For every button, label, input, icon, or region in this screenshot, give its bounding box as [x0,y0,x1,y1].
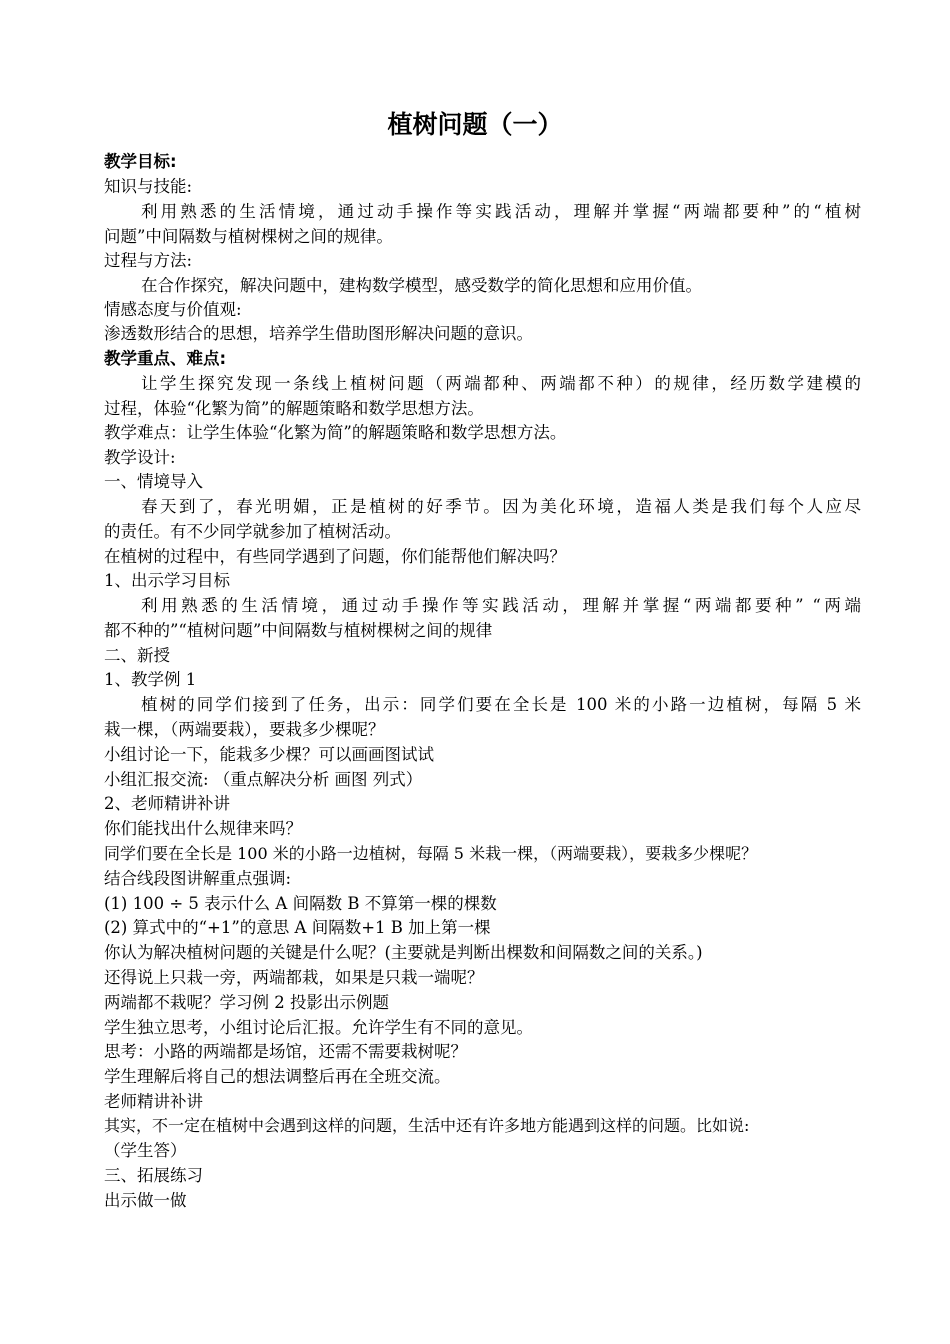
paragraph-line: 在植树的过程中，有些同学遇到了问题，你们能帮他们解决吗？ [104,547,566,566]
paragraph-line: 的责任。有不少同学就参加了植树活动。 [104,522,401,541]
section-heading: 1、教学例 1 [104,670,197,689]
paragraph-line: 同学们要在全长是 100 米的小路一边植树，每隔 5 米栽一棵，（两端要栽），要栽多少棵呢？ [104,844,758,863]
subheading-teaching-design: 教学设计: [104,448,176,467]
subheading-process-method: 过程与方法: [104,251,193,270]
paragraph-line: 问题”中间隔数与植树棵树之间的规律。 [104,227,393,246]
list-item: (1) 100 ÷ 5 表示什么 A 间隔数 B 不算第一棵的棵数 [104,894,497,913]
paragraph-line: 你们能找出什么规律来吗？ [104,819,302,838]
paragraph-line: 学生理解后将自己的想法调整后再在全班交流。 [104,1067,451,1086]
section-heading: 2、老师精讲补讲 [104,794,230,813]
section-heading: 一、情境导入 [104,472,203,491]
paragraph-line: 利用熟悉的生活情境，通过动手操作等实践活动，理解并掌握“两端都要种” “两端 [141,596,861,615]
paragraph-line: 你认为解决植树问题的关键是什么呢？(主要就是判断出棵数和间隔数之间的关系。) [104,943,703,962]
paragraph-line: 两端都不栽呢？学习例 2 投影出示例题 [104,993,389,1012]
subheading-knowledge-skills: 知识与技能: [104,177,193,196]
paragraph-line: 渗透数形结合的思想，培养学生借助图形解决问题的意识。 [104,324,533,343]
heading-teaching-goals: 教学目标: [104,152,177,171]
paragraph-line: 春天到了，春光明媚，正是植树的好季节。因为美化环境，造福人类是我们每个人应尽 [141,497,861,516]
paragraph-line: 还得说上只栽一旁，两端都栽，如果是只栽一端呢？ [104,968,484,987]
paragraph-line: 学生独立思考，小组讨论后汇报。允许学生有不同的意见。 [104,1018,533,1037]
paragraph-line: 让学生探究发现一条线上植树问题（两端都种、两端都不种）的规律，经历数学建模的 [141,374,861,393]
paragraph-line: 栽一棵，（两端要栽），要栽多少棵呢？ [104,720,385,739]
paragraph-line: 过程，体验“化繁为简”的解题策略和数学思想方法。 [104,399,484,418]
heading-key-difficult-points: 教学重点、难点: [104,349,227,368]
section-heading: 二、新授 [104,646,170,665]
subheading-attitude-values: 情感态度与价值观: [104,300,242,319]
section-heading: 1、出示学习目标 [104,571,230,590]
paragraph-line: 其实，不一定在植树中会遇到这样的问题，生活中还有许多地方能遇到这样的问题。比如说: [104,1116,750,1135]
paragraph-line: 出示做一做 [104,1191,187,1210]
list-item: (2) 算式中的“+1”的意思 A 间隔数+1 B 加上第一棵 [104,918,491,937]
paragraph-line: 在合作探究，解决问题中，建构数学模型，感受数学的简化思想和应用价值。 [141,276,702,295]
paragraph-line: 小组汇报交流: （重点解决分析 画图 列式） [104,770,423,789]
paragraph-line: 结合线段图讲解重点强调: [104,869,292,888]
paragraph-line: 植树的同学们接到了任务，出示：同学们要在全长是 100 米的小路一边植树，每隔 5 米 [141,695,861,714]
page-title: 植树问题（一） [387,110,563,139]
paragraph-line: 利用熟悉的生活情境，通过动手操作等实践活动，理解并掌握“两端都要种”的“植树 [141,202,861,221]
paragraph-line: 老师精讲补讲 [104,1092,203,1111]
paragraph-line: （学生答） [104,1141,187,1160]
section-heading: 三、拓展练习 [104,1166,203,1185]
paragraph-line: 都不种的”“植树问题”中间隔数与植树棵树之间的规律 [104,621,493,640]
paragraph-line: 教学难点：让学生体验“化繁为简”的解题策略和数学思想方法。 [104,423,567,442]
paragraph-line: 思考：小路的两端都是场馆，还需不需要栽树呢？ [104,1042,467,1061]
paragraph-line: 小组讨论一下，能栽多少棵？可以画画图试试 [104,745,434,764]
